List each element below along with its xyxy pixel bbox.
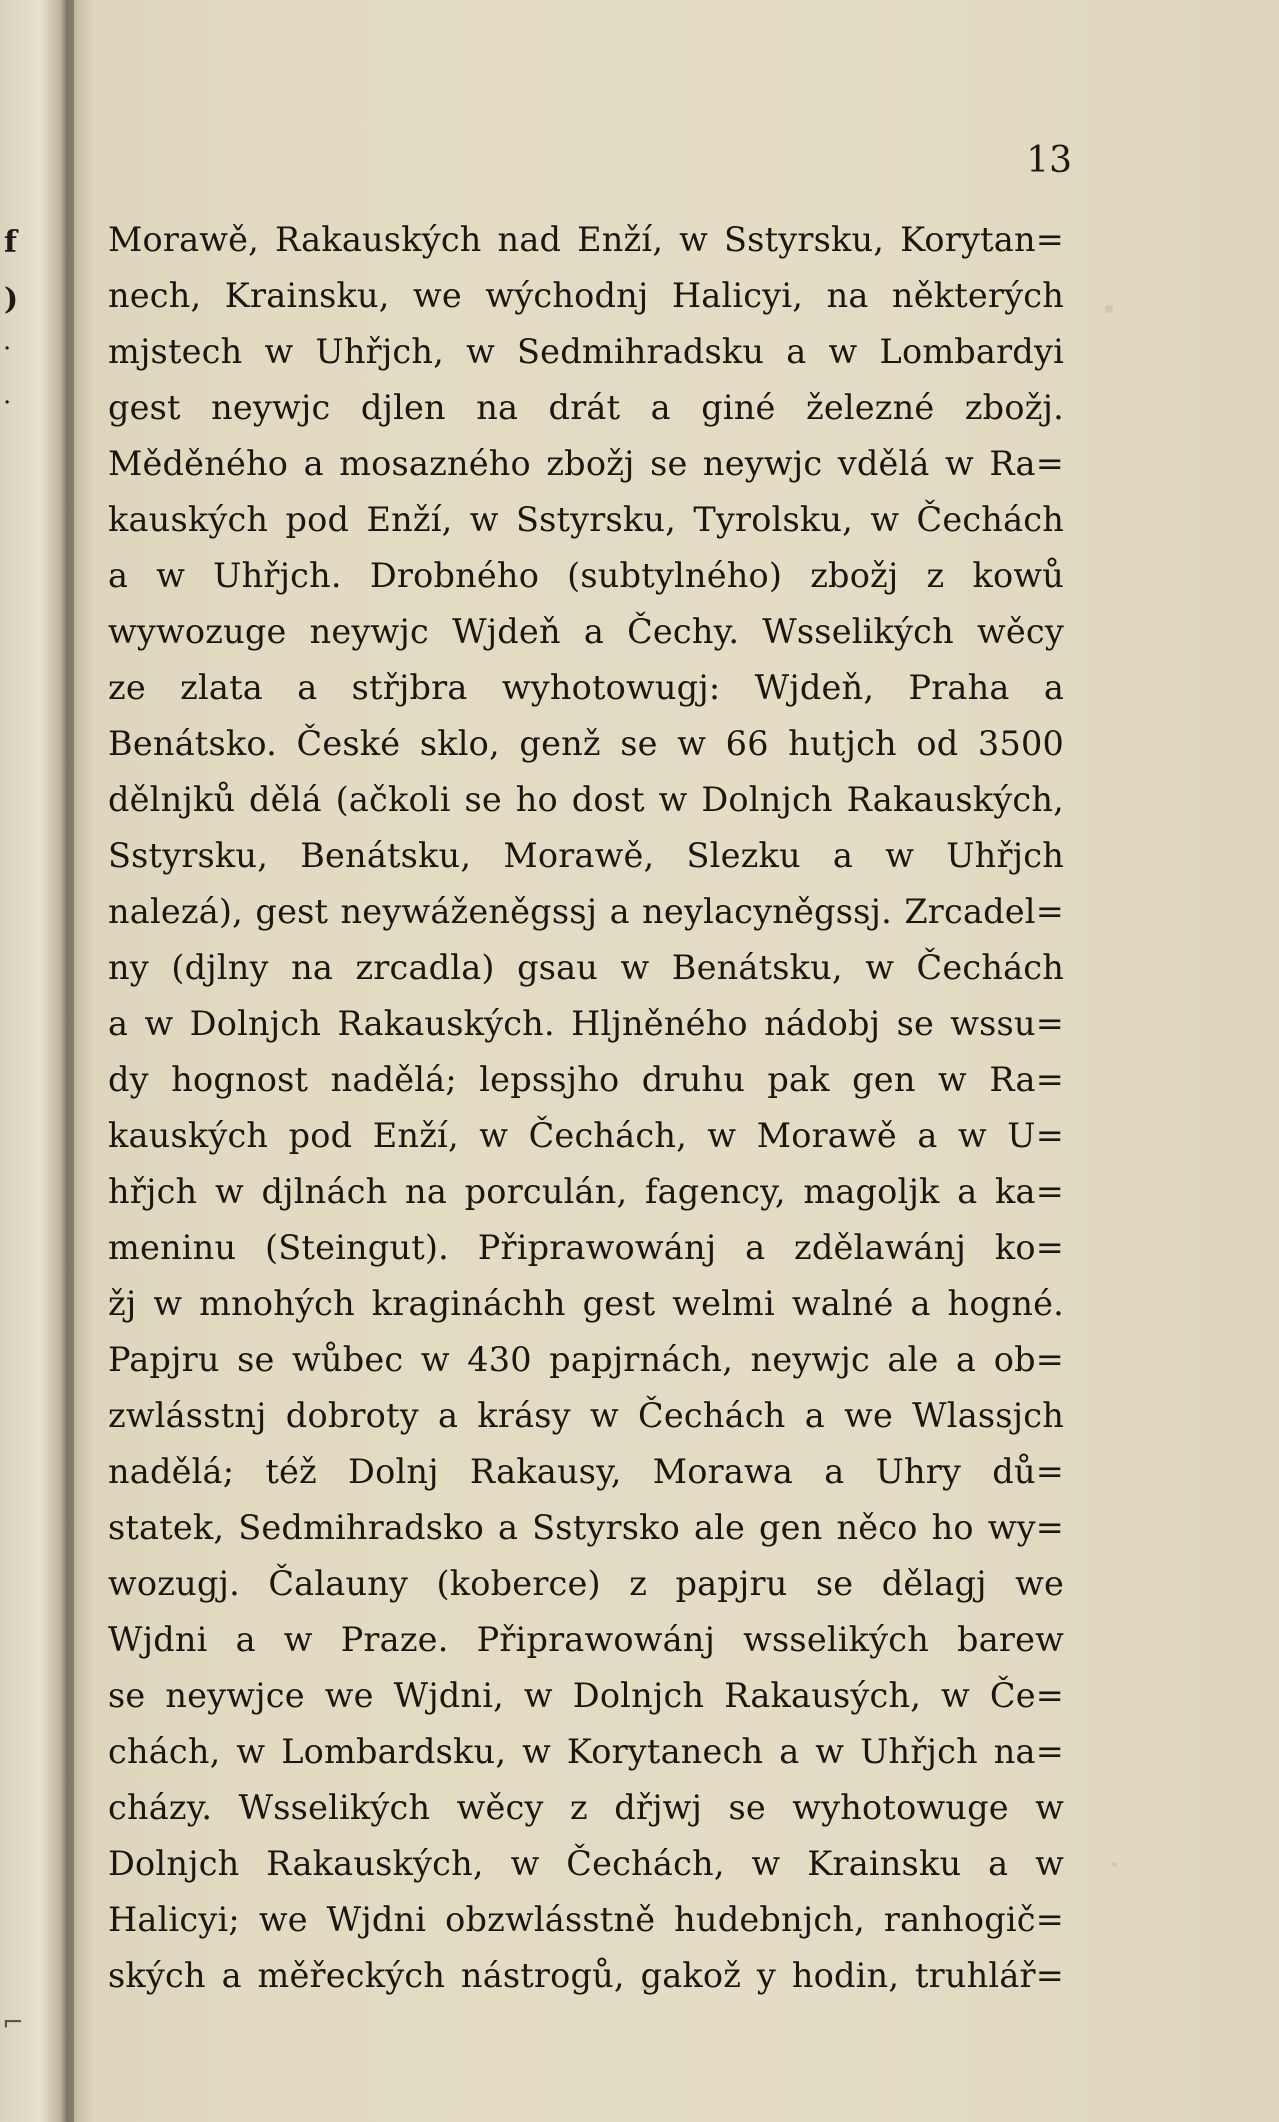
margin-mark-icon: ⌐ <box>2 2008 24 2038</box>
text-line: kauských pod Enží, w Čechách, w Morawě a w U= <box>108 1116 1064 1155</box>
previous-page-glyph: ) <box>4 282 19 317</box>
text-line: dy hognost nadělá; lepssjho druhu pak gen w Ra= <box>108 1060 1064 1099</box>
text-line: hřjch w djlnách na porculán, fagency, magoljk a ka= <box>108 1172 1064 1211</box>
text-line: Sstyrsku, Benátsku, Morawě, Slezku a w Uhřjch <box>108 836 1064 875</box>
text-line: žj w mnohých kragináchh gest welmi walné a hogné. <box>108 1284 1064 1323</box>
text-line: Morawě, Rakauských nad Enží, w Sstyrsku, Korytan= <box>108 220 1064 259</box>
text-line: a w Dolnjch Rakauských. Hljněného nádobj se wssu= <box>108 1004 1064 1043</box>
text-line: se neywjce we Wjdni, w Dolnjch Rakausých, w Če= <box>108 1676 1064 1715</box>
text-line: mjstech w Uhřjch, w Sedmihradsku a w Lombardyi <box>108 332 1064 371</box>
text-line: wywozuge neywjc Wjdeň a Čechy. Wsselikých wěcy <box>108 612 1064 651</box>
body-text <box>108 212 1064 2004</box>
previous-page-glyph: · <box>4 392 11 413</box>
previous-page-edge <box>0 0 66 2122</box>
previous-page-glyph: · <box>4 338 11 359</box>
text-line: meninu (Steingut). Připrawowánj a zdělawánj ko= <box>108 1228 1064 1267</box>
text-line: Dolnjch Rakauských, w Čechách, w Krainsku a w <box>108 1844 1064 1883</box>
binding-gutter <box>66 0 74 2122</box>
text-line: dělnjků dělá (ačkoli se ho dost w Dolnjch Rakauských, <box>108 780 1064 819</box>
paper-spot <box>1105 305 1113 313</box>
text-line: a w Uhřjch. Drobného (subtylného) zbožj z kowů <box>108 556 1064 595</box>
text-line: ských a měřeckých nástrogů, gakož y hodin, truhlář= <box>108 1956 1064 1995</box>
text-line: Halicyi; we Wjdni obzwlásstně hudebnjch, ranhogič= <box>108 1900 1064 1939</box>
text-line: nadělá; též Dolnj Rakausy, Morawa a Uhry dů= <box>108 1452 1064 1491</box>
text-line: ze zlata a střjbra wyhotowugj: Wjdeň, Praha a <box>108 668 1064 707</box>
text-line: Měděného a mosazného zbožj se neywjc vdělá w Ra= <box>108 444 1064 483</box>
text-line: Papjru se wůbec w 430 papjrnách, neywjc ale a ob= <box>108 1340 1064 1379</box>
previous-page-glyph: f <box>4 225 17 260</box>
text-line: gest neywjc djlen na drát a giné železné zbožj. <box>108 388 1064 427</box>
text-line: zwlásstnj dobroty a krásy w Čechách a we Wlassjch <box>108 1396 1064 1435</box>
text-line: nech, Krainsku, we wýchodnj Halicyi, na některých <box>108 276 1064 315</box>
text-line: Wjdni a w Praze. Připrawowánj wsselikých barew <box>108 1620 1064 1659</box>
text-line: wozugj. Čalauny (koberce) z papjru se dělagj we <box>108 1564 1064 1603</box>
text-line: chách, w Lombardsku, w Korytanech a w Uhřjch na= <box>108 1732 1064 1771</box>
text-line: ny (djlny na zrcadla) gsau w Benátsku, w Čechách <box>108 948 1064 987</box>
paper-spot <box>1112 1862 1117 1867</box>
text-line: Benátsko. České sklo, genž se w 66 hutjch od 3500 <box>108 724 1064 763</box>
text-line: cházy. Wsselikých wěcy z dřjwj se wyhotowuge w <box>108 1788 1064 1827</box>
page-number: 13 <box>1026 140 1072 181</box>
text-line: statek, Sedmihradsko a Sstyrsko ale gen něco ho wy= <box>108 1508 1064 1547</box>
text-line: nalezá), gest neywáženěgssj a neylacyněgssj. Zrcadel= <box>108 892 1064 931</box>
text-line: kauských pod Enží, w Sstyrsku, Tyrolsku, w Čechách <box>108 500 1064 539</box>
